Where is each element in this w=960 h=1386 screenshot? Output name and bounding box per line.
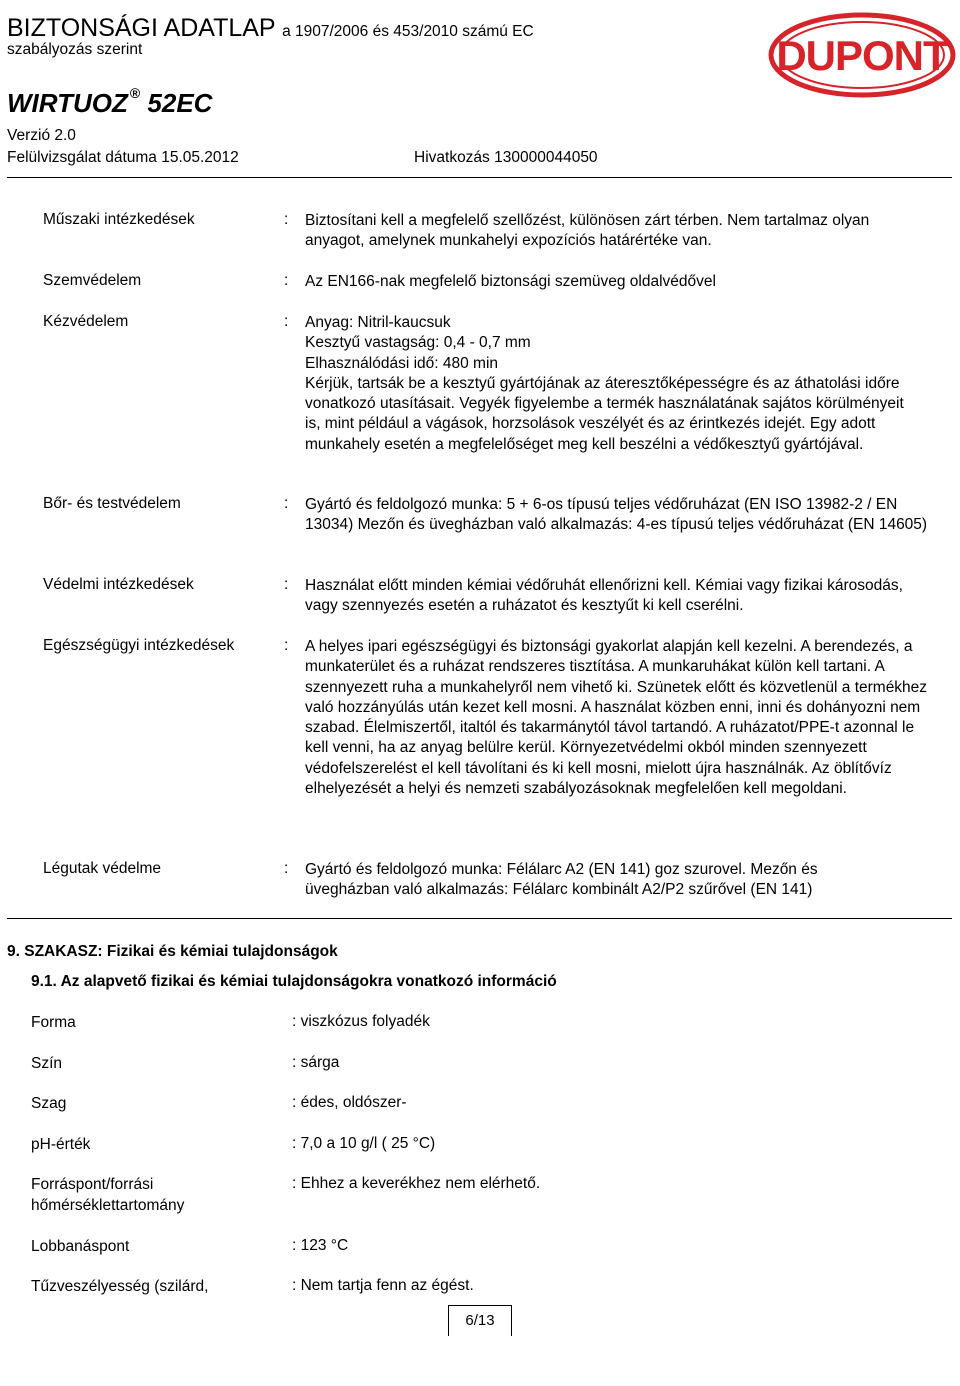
product-name-text: WIRTUOZ (7, 88, 128, 118)
prop-label-form: Forma (31, 1014, 76, 1031)
hand-instructions: Kérjük, tartsák be a kesztyű gyártójának az áteresztőképességre és az áthatolási időre vonatkozó utasításait. Vegyék figyelembe a termék használatának sajátos körülményeit is, mint például a vágások, horzsolások veszélyét és az érintkezés idejét. Egy adott munkahely esetén a megfelelőséget meg kell beszélni a védőkesztyű gyártójával. (305, 374, 904, 453)
label-eye-protection: Szemvédelem (43, 272, 142, 289)
document-title-regulation-2: szabályozás szerint (7, 41, 143, 58)
colon: : (284, 211, 289, 228)
prop-value-ph: : 7,0 a 10 g/l ( 25 °C) (292, 1135, 436, 1152)
colon: : (284, 576, 289, 593)
header-divider (7, 177, 952, 178)
colon: : (284, 860, 289, 877)
product-name (7, 85, 213, 119)
hand-thickness: Kesztyű vastagság: 0,4 - 0,7 mm (305, 334, 531, 352)
section-9-title: 9. SZAKASZ: Fizikai és kémiai tulajdonságok (7, 943, 338, 960)
prop-value-color: : sárga (292, 1054, 340, 1071)
product-code: 52EC (147, 88, 213, 118)
label-respiratory-protection: Légutak védelme (43, 860, 162, 877)
section-divider (7, 918, 952, 919)
prop-value-odor: : édes, oldószer- (292, 1094, 407, 1111)
document-title (7, 14, 534, 43)
prop-label-boiling-point: Forráspont/forrási hőmérséklettartomány (31, 1176, 185, 1214)
label-technical-measures: Műszaki intézkedések (43, 211, 195, 228)
text-technical-measures: Biztosítani kell a megfelelő szellőzést, különösen zárt térben. Nem tartalmaz olyan anyagot, amelynek munkahelyi expozíciós határértéke van. (305, 212, 870, 250)
reference-number: Hivatkozás 130000044050 (414, 149, 598, 166)
colon: : (284, 272, 289, 289)
prop-value-form: : viszkózus folyadék (292, 1013, 430, 1030)
prop-value-flammability: : Nem tartja fenn az égést. (292, 1277, 474, 1294)
hand-breakthrough: Elhasználódási idő: 480 min (305, 354, 499, 372)
text-hand-protection (305, 313, 915, 455)
hand-material: Anyag: Nitril-kaucsuk (305, 314, 451, 331)
version-label: Verzió 2.0 (7, 127, 76, 144)
colon: : (284, 495, 289, 512)
label-hand-protection: Kézvédelem (43, 313, 129, 330)
page-number: 6/13 (448, 1305, 512, 1336)
registered-mark: ® (129, 85, 141, 102)
review-date: Felülvizsgálat dátuma 15.05.2012 (7, 149, 239, 166)
dupont-logo (768, 12, 956, 98)
section-9-1-title: 9.1. Az alapvető fizikai és kémiai tulajdonságokra vonatkozó információ (31, 973, 557, 990)
prop-value-flash-point: : 123 °C (292, 1237, 349, 1254)
text-respiratory-protection: Gyártó és feldolgozó munka: Félálarc A2 (EN 141) goz szurovel. Mezőn és üvegházban való alkalmazás: Félálarc kombinált A2/P2 szűrővel (EN 141) (305, 861, 818, 899)
logo-text: DUPONT (776, 32, 948, 79)
document-title-regulation: a 1907/2006 és 453/2010 számú EC (282, 23, 534, 40)
prop-label-color: Szín (31, 1055, 63, 1072)
text-skin-protection: Gyártó és feldolgozó munka: 5 + 6-os típusú teljes védőruházat (EN ISO 13982-2 / EN 13034) Mezőn és üvegházban való alkalmazás: 4-es típusú teljes védőruházat (EN 14605) (305, 496, 928, 534)
text-protective-measures: Használat előtt minden kémiai védőruhát ellenőrizni kell. Kémiai vagy fizikai károsodás, vagy szennyezés esetén a ruházatot és kesztyűt ki kell cserélni. (305, 577, 903, 615)
colon: : (284, 637, 289, 654)
colon: : (284, 313, 289, 330)
prop-label-flammability: Tűzveszélyesség (szilárd, (31, 1278, 209, 1295)
prop-value-boiling-point: : Ehhez a keverékhez nem elérhető. (292, 1175, 541, 1192)
text-eye-protection: Az EN166-nak megfelelő biztonsági szemüveg oldalvédővel (305, 273, 716, 290)
prop-label-flash-point: Lobbanáspont (31, 1238, 130, 1255)
label-hygiene-measures: Egészségügyi intézkedések (43, 637, 235, 654)
document-title-main: BIZTONSÁGI ADATLAP (7, 14, 276, 42)
prop-label-ph: pH-érték (31, 1136, 91, 1153)
text-hygiene-measures: A helyes ipari egészségügyi és biztonsági gyakorlat alapján kell kezelni. A berendezés, a munkaterület és a ruházat rendszeres tisztítása. A munkaruhákat külön kell tartani. A szennyezett ruha a munkahelyről nem vihető ki. Szünetek előtt és közvetlenül a termékhez való hozzányúlás után kezet kell mosni. A használat közben enni, inni és dohányozni nem szabad. Élelmiszertől, italtól és takarmánytól távol tartandó. A ruházatot/PPE-t azonnal le kell venni, ha az anyag belülre kerül. Környezetvédelmi okból minden szennyezett védofelszerelést el kell távolítani és ki kell mosni, mielott újra használnák. Az öblítővíz elhelyezését a helyi és nemzeti szabályozásoknak megfelelően kell megoldani. (305, 638, 928, 798)
prop-label-odor: Szag (31, 1095, 67, 1112)
label-skin-protection: Bőr- és testvédelem (43, 495, 181, 512)
label-protective-measures: Védelmi intézkedések (43, 576, 194, 593)
